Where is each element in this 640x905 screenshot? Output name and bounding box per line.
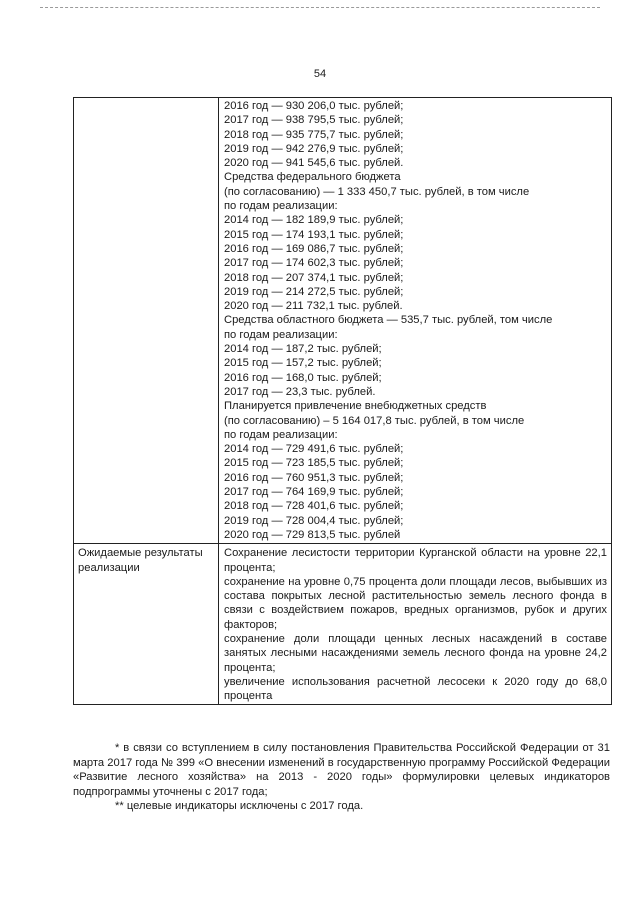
funding-line: (по согласованию) — 1 333 450,7 тыс. рублей, в том числе — [224, 185, 530, 198]
funding-line: 2014 год — 729 491,6 тыс. рублей; — [224, 443, 404, 456]
funding-line: 2014 год — 182 189,9 тыс. рублей; — [224, 214, 404, 227]
footnotes — [73, 741, 610, 814]
results-row — [74, 544, 612, 705]
funding-line: 2019 год — 214 272,5 тыс. рублей; — [224, 285, 404, 298]
program-passport-table — [73, 97, 612, 705]
funding-line: 2015 год — 157,2 тыс. рублей; — [224, 357, 382, 370]
funding-line: 2017 год — 23,3 тыс. рублей. — [224, 385, 376, 398]
funding-line: 2017 год — 174 602,3 тыс. рублей; — [224, 257, 404, 270]
funding-line: 2018 год — 728 401,6 тыс. рублей; — [224, 500, 404, 513]
scan-top-edge — [40, 7, 600, 8]
funding-line: 2019 год — 728 004,4 тыс. рублей; — [224, 514, 404, 527]
funding-line: 2015 год — 174 193,1 тыс. рублей; — [224, 228, 404, 241]
funding-line: Планируется привлечение внебюджетных средств — [224, 400, 487, 413]
funding-label-cell — [74, 98, 219, 544]
funding-line: по годам реализации: — [224, 428, 338, 441]
results-value-cell — [219, 544, 612, 705]
funding-line: 2020 год — 729 813,5 тыс. рублей — [224, 528, 401, 541]
footnote-double-asterisk: ** целевые индикаторы исключены с 2017 года. — [115, 800, 364, 812]
funding-line: 2018 год — 207 374,1 тыс. рублей; — [224, 271, 404, 284]
funding-line: 2017 год — 938 795,5 тыс. рублей; — [224, 114, 404, 127]
funding-line: 2016 год — 169 086,7 тыс. рублей; — [224, 242, 404, 255]
result-item: сохранение доли площади ценных лесных насаждений в составе занятых лесными насаждениями земель лесного фонда на уровне 24,2 процента; — [224, 632, 607, 674]
funding-line: по годам реализации: — [224, 200, 338, 213]
funding-line: 2018 год — 935 775,7 тыс. рублей; — [224, 128, 404, 141]
funding-line: по годам реализации: — [224, 328, 338, 341]
funding-line: 2016 год — 760 951,3 тыс. рублей; — [224, 471, 404, 484]
result-item: увеличение использования расчетной лесосеки к 2020 году до 68,0 процента — [224, 675, 607, 703]
page-number: 54 — [313, 68, 327, 80]
result-item: Сохранение лесистости территории Курганской области на уровне 22,1 процента; — [224, 547, 607, 574]
funding-line: 2016 год — 168,0 тыс. рублей; — [224, 371, 382, 384]
funding-line: 2015 год — 723 185,5 тыс. рублей; — [224, 457, 404, 470]
funding-row — [74, 98, 612, 544]
funding-line-list — [224, 99, 607, 542]
results-label: Ожидаемые результаты реализации — [74, 544, 219, 705]
funding-line: 2019 год — 942 276,9 тыс. рублей; — [224, 142, 404, 155]
funding-line: 2020 год — 211 732,1 тыс. рублей. — [224, 300, 403, 313]
funding-line: 2017 год — 764 169,9 тыс. рублей; — [224, 486, 404, 499]
funding-line: 2020 год — 941 545,6 тыс. рублей. — [224, 157, 404, 170]
funding-line: Средства областного бюджета — 535,7 тыс. рублей, том числе — [224, 314, 553, 327]
footnote-single-asterisk: * в связи со вступлением в силу постановления Правительства Российской Федерации от 31 марта 2017 года № 399 «О внесении изменений в государственную программу Российской Федерации «Развитие лесного хозяйства» на 2013 - 2020 годы» формулировки целевых индикаторов подпрограммы уточнены с 2017 года; — [73, 742, 610, 798]
funding-line: (по согласованию) – 5 164 017,8 тыс. рублей, в том числе — [224, 414, 525, 427]
funding-value-cell — [219, 98, 612, 544]
funding-line: 2014 год — 187,2 тыс. рублей; — [224, 343, 382, 356]
result-item: сохранение на уровне 0,75 процента доли площади лесов, выбывших из состава покрытых лесной растительностью земель лесного фонда в связи с воздействием пожаров, вредных организмов, рубок и других факторов; — [224, 575, 607, 631]
funding-line: 2016 год — 930 206,0 тыс. рублей; — [224, 100, 404, 112]
funding-line: Средства федерального бюджета — [224, 171, 401, 184]
